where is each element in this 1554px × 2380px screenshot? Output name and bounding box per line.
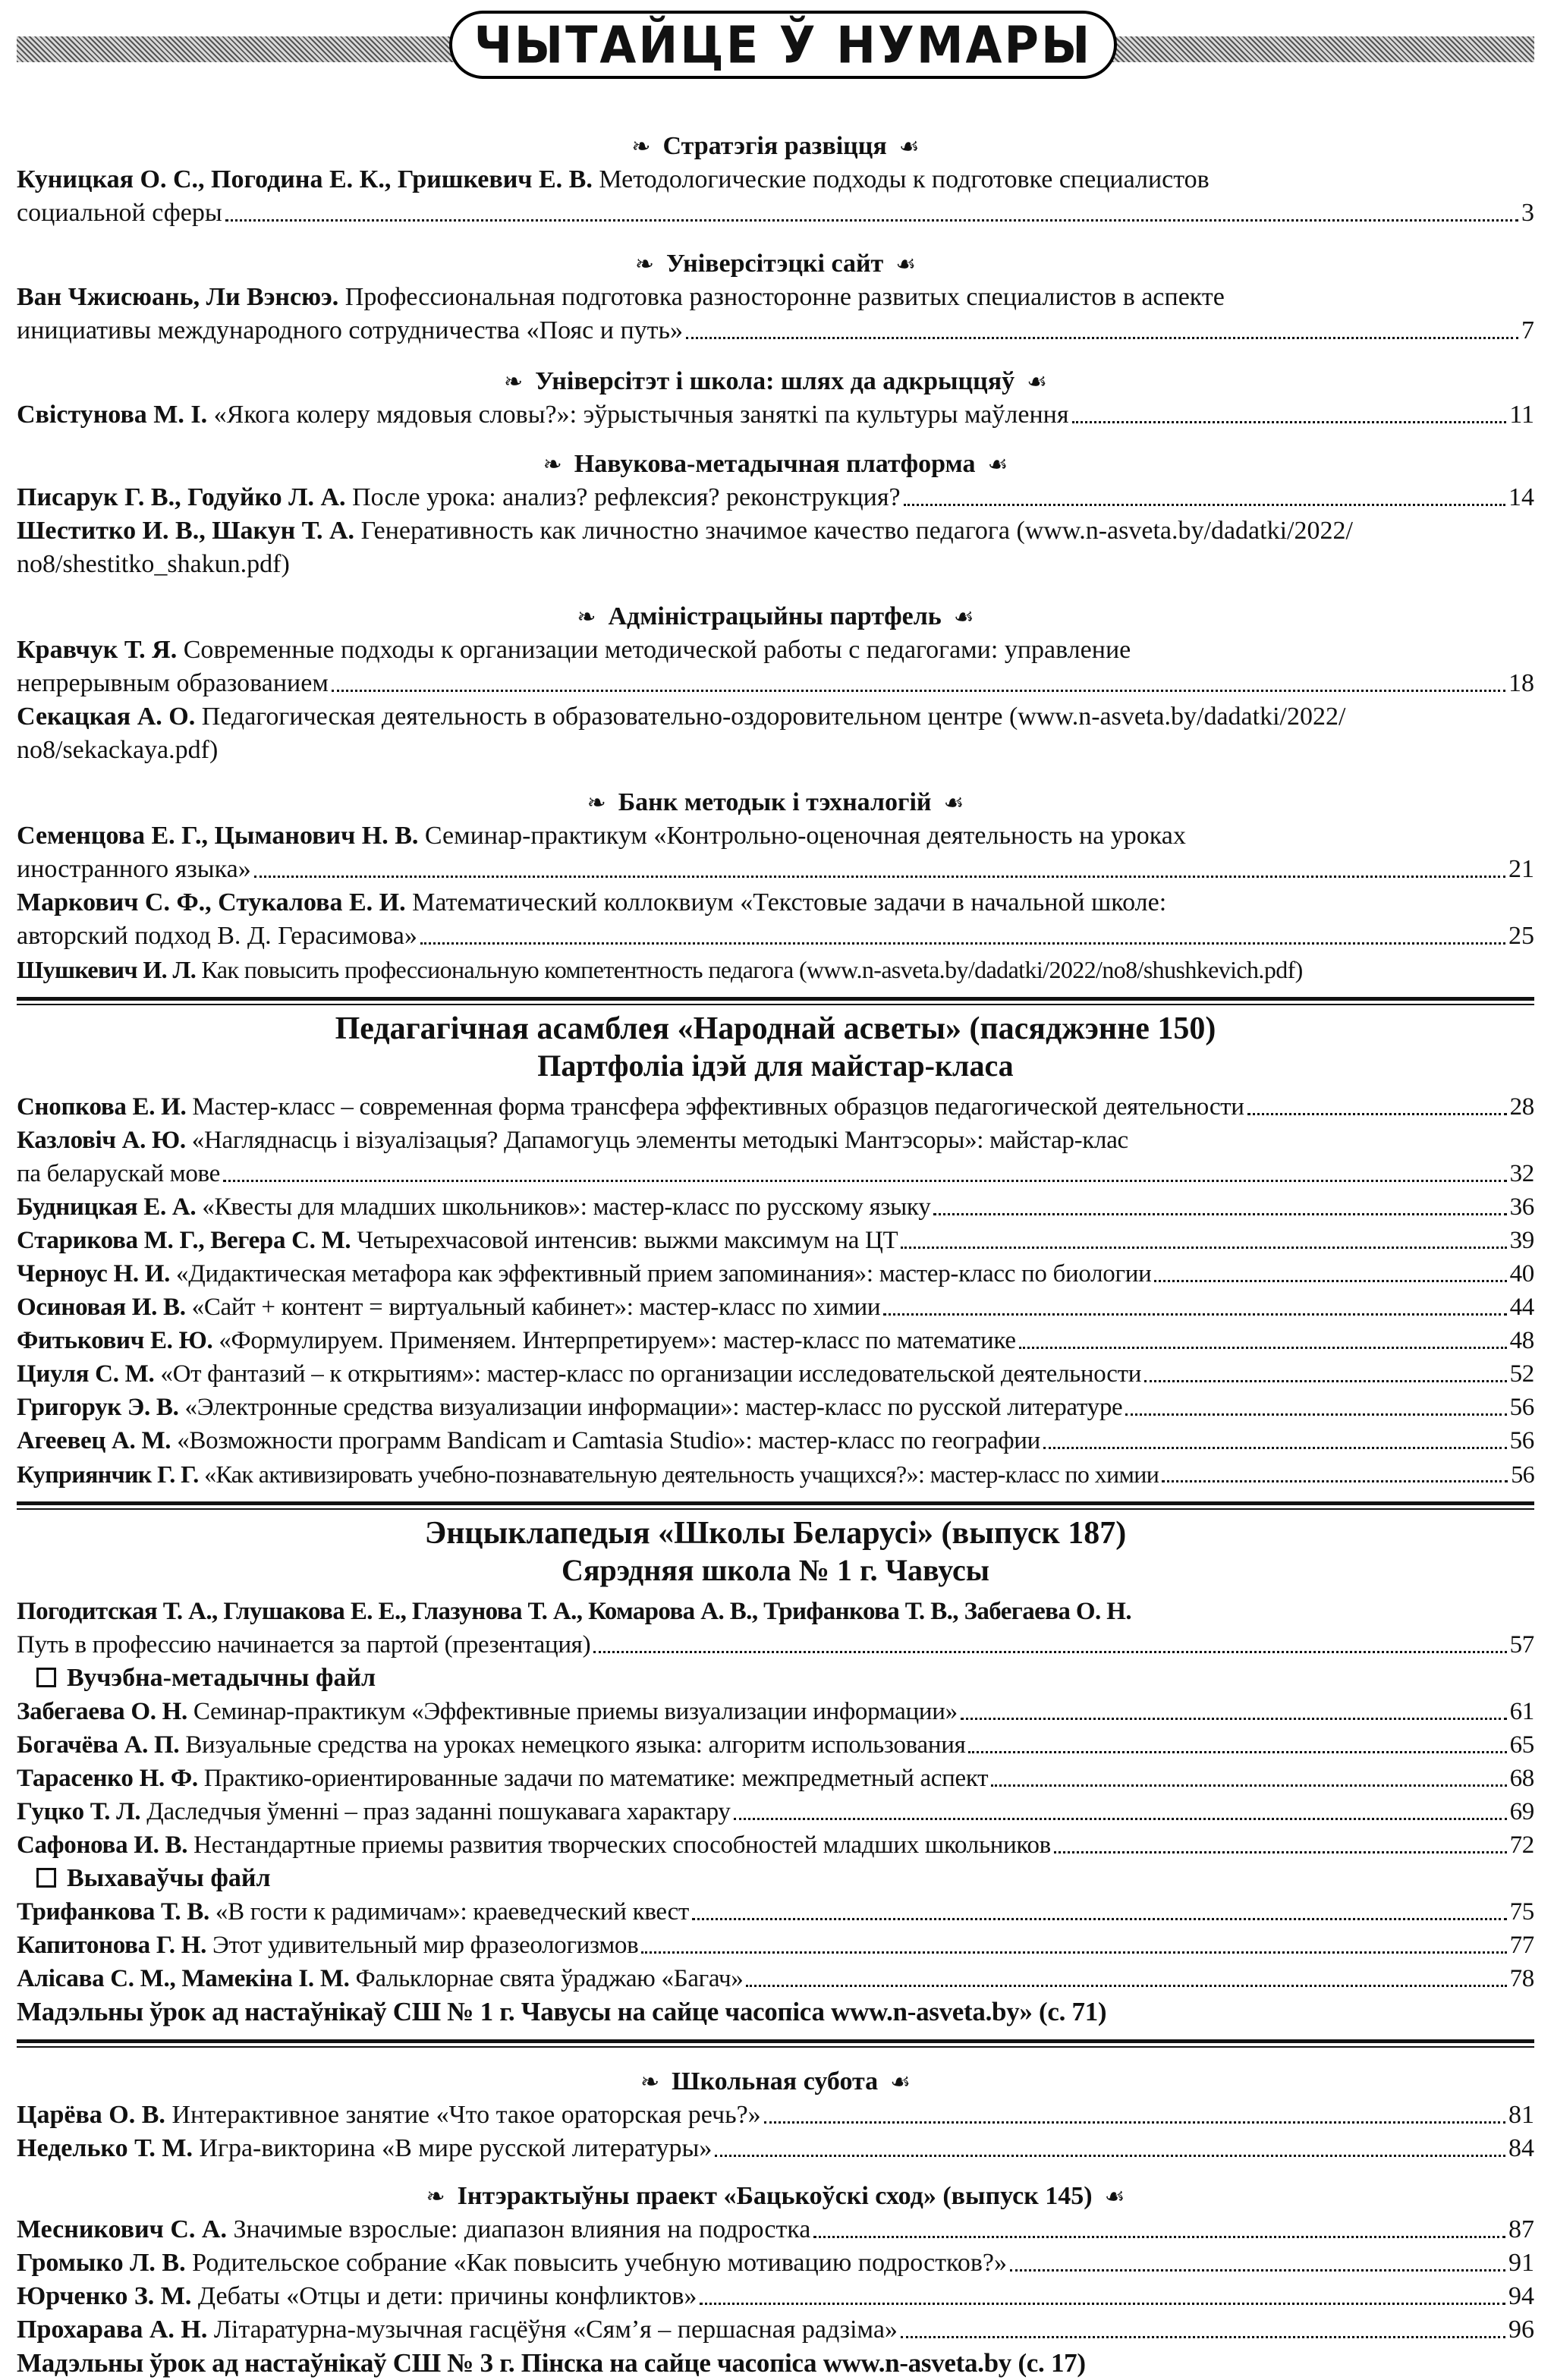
page-number: 18 bbox=[1508, 669, 1534, 697]
leader-dots bbox=[420, 942, 1505, 945]
leader-dots bbox=[883, 1313, 1506, 1316]
page-number: 32 bbox=[1509, 1160, 1534, 1187]
model-lesson-note[interactable]: Мадэльны ўрок ад настаўнікаў СШ № 3 г. Пінска на сайце часопіса www.n-asveta.by (с. 17) bbox=[17, 2348, 1086, 2378]
checkbox-square-icon bbox=[36, 1668, 56, 1687]
toc-entry[interactable]: Писарук Г. В., Годуйко Л. А. После урока: анализ? рефлексия? реконструкция? 14 bbox=[17, 481, 1534, 514]
section-scientific-platform bbox=[17, 448, 1534, 581]
section-divider bbox=[17, 1501, 1534, 1505]
toc-entry-online[interactable]: Секацкая А. О. Педагогическая деятельность в образовательно-оздоровительном центре (www.n-asveta.by/dadatki/2022/ no8/sekackaya.pdf) bbox=[17, 703, 1346, 764]
leaf-ornament-icon: ☙ bbox=[898, 134, 920, 159]
section-heading: ❧ Універсітэцкі сайт ☙ bbox=[17, 248, 1534, 281]
leader-dots bbox=[1125, 1413, 1506, 1416]
page-number: 36 bbox=[1509, 1193, 1534, 1221]
section-heading: ❧ Навукова-метадычная платформа ☙ bbox=[17, 448, 1534, 481]
toc-entry[interactable]: Циуля С. М. «От фантазий – к открытиям»: мастер-класс по организации исследовательской деятельности 52 bbox=[17, 1357, 1534, 1391]
page-number: 56 bbox=[1511, 1460, 1534, 1488]
toc-entry[interactable]: Прохарава А. Н. Літаратурна-музычная гасцёўня «Сям’я – першасная радзіма» 96 bbox=[17, 2313, 1534, 2347]
section-title: Педагагічная асамблея «Народнай асветы» (пасяджэнне 150) bbox=[335, 1011, 1216, 1046]
leader-dots bbox=[1162, 1480, 1508, 1482]
page-number: 56 bbox=[1509, 1394, 1534, 1421]
toc-entry[interactable]: Юрченко З. М. Дебаты «Отцы и дети: причины конфликтов» 94 bbox=[17, 2280, 1534, 2313]
section-heading: ❧ Школьная субота ☙ bbox=[17, 2066, 1534, 2099]
leader-dots bbox=[764, 2121, 1505, 2124]
leaf-ornament-icon: ☙ bbox=[1027, 369, 1048, 395]
section-university-site bbox=[17, 248, 1534, 347]
page-number: 77 bbox=[1509, 1932, 1534, 1959]
page-number: 52 bbox=[1509, 1360, 1534, 1388]
section-subtitle: Партфоліа ідэй для майстар-класа bbox=[537, 1049, 1014, 1083]
page-number: 57 bbox=[1509, 1631, 1534, 1658]
page-number: 72 bbox=[1509, 1831, 1534, 1859]
toc-entry[interactable]: Осиновая И. В. «Сайт + контент = виртуальный кабинет»: мастер-класс по химии 44 bbox=[17, 1291, 1534, 1324]
page-number: 14 bbox=[1508, 483, 1534, 511]
leaf-ornament-icon: ❧ bbox=[640, 2070, 660, 2095]
leader-dots bbox=[901, 1247, 1506, 1249]
page-number: 44 bbox=[1509, 1294, 1534, 1321]
leader-dots bbox=[641, 1951, 1506, 1954]
leaf-ornament-icon: ❧ bbox=[543, 452, 562, 477]
toc-entry-online[interactable]: Шеститко И. В., Шакун Т. А. Генеративность как личностно значимое качество педагога (www.n-asveta.by/dadatki/2022/ no8/shestitko_shakun.pdf) bbox=[17, 517, 1353, 578]
leader-dots bbox=[968, 1751, 1506, 1753]
toc-entry[interactable]: Трифанкова Т. В. «В гости к радимичам»: краеведческий квест 75 bbox=[17, 1895, 1534, 1929]
page-number: 96 bbox=[1508, 2316, 1534, 2344]
leaf-ornament-icon: ❧ bbox=[631, 134, 651, 159]
section-encyclopedia bbox=[17, 1514, 1534, 2029]
toc-entry[interactable]: Кравчук Т. Я. Современные подходы к организации методической работы с педагогами: управление непрерывным образованием 18 bbox=[17, 634, 1534, 700]
toc-entry[interactable]: Ван Чжисюань, Ли Вэнсюэ. Профессиональная подготовка разносторонне развитых специалистов в аспекте инициативы международного сотрудничества «Пояс и путь» 7 bbox=[17, 281, 1534, 347]
toc-entry[interactable]: Казловіч А. Ю. «Нагляднасць і візуалізацыя? Дапамогуць элементы методыкі Мантэсоры»: майстар-клас па беларускай мове 32 bbox=[17, 1124, 1534, 1190]
leaf-ornament-icon: ☙ bbox=[943, 791, 964, 816]
toc-entry[interactable]: Куницкая О. С., Погодина Е. К., Гришкевич Е. В. Методологические подходы к подготовке специалистов социальной сферы 3 bbox=[17, 163, 1534, 230]
page-number: 25 bbox=[1508, 922, 1534, 950]
header-banner bbox=[17, 8, 1534, 85]
toc-entry[interactable]: Царёва О. В. Интерактивное занятие «Что такое ораторская речь?» 81 bbox=[17, 2099, 1534, 2132]
section-heading: ❧ Універсітэт і школа: шлях да адкрыццяў ☙ bbox=[17, 366, 1534, 398]
assembly-list bbox=[17, 1090, 1534, 1491]
section-school-saturday bbox=[17, 2066, 1534, 2165]
section-heading: ❧ Інтэрактыўны праект «Бацькоўскі сход» (выпуск 145) ☙ bbox=[17, 2180, 1534, 2213]
leaf-ornament-icon: ☙ bbox=[1104, 2184, 1125, 2209]
leaf-ornament-icon: ❧ bbox=[587, 791, 606, 816]
page-number: 81 bbox=[1508, 2101, 1534, 2129]
toc-entry[interactable]: Свістунова М. І. «Якога колеру мядовыя словы?»: эўрыстычныя заняткі па культуры маўлення 11 bbox=[17, 398, 1534, 432]
section-heading: ❧ Банк методык і тэхналогій ☙ bbox=[17, 787, 1534, 819]
leader-dots bbox=[1247, 1113, 1507, 1115]
section-title: Энцыклапедыя «Школы Беларусі» (выпуск 187) bbox=[424, 1516, 1127, 1551]
section-divider bbox=[17, 2039, 1534, 2043]
page-number: 21 bbox=[1508, 855, 1534, 883]
leader-dots bbox=[961, 1718, 1507, 1720]
toc-entry[interactable]: Гуцко Т. Л. Даследчыя ўменні – праз заданні пошукавага характару 69 bbox=[17, 1795, 1534, 1828]
toc-entry[interactable]: Фитькович Е. Ю. «Формулируем. Применяем. Интерпретируем»: мастер-класс по математике 48 bbox=[17, 1324, 1534, 1357]
leader-dots bbox=[1043, 1447, 1507, 1449]
leader-dots bbox=[991, 1784, 1506, 1787]
leader-dots bbox=[746, 1985, 1506, 1987]
section-parents-meeting bbox=[17, 2180, 1534, 2380]
leaf-ornament-icon: ☙ bbox=[890, 2070, 911, 2095]
leaf-ornament-icon: ☙ bbox=[953, 605, 974, 630]
leader-dots bbox=[223, 1180, 1507, 1182]
section-university-school bbox=[17, 366, 1534, 432]
page-number: 78 bbox=[1509, 1965, 1534, 1992]
model-lesson-note[interactable]: Мадэльны ўрок ад настаўнікаў СШ № 1 г. Чавусы на сайце часопіса www.n-asveta.by» (с. 71) bbox=[17, 1997, 1107, 2026]
toc-entry[interactable]: Громыко Л. В. Родительское собрание «Как повысить учебную мотивацию подростков?» 91 bbox=[17, 2246, 1534, 2280]
leader-dots bbox=[1019, 1347, 1507, 1349]
toc-entry[interactable]: Погодитская Т. А., Глушакова Е. Е., Глазунова Т. А., Комарова А. В., Трифанкова Т. В., Забегаева О. Н. Путь в профессию начинается за партой (презентация) 57 bbox=[17, 1595, 1534, 1662]
section-methods-bank bbox=[17, 787, 1534, 986]
leader-dots bbox=[686, 337, 1518, 339]
section-subtitle: Сярэдняя школа № 1 г. Чавусы bbox=[562, 1553, 989, 1587]
leader-dots bbox=[1072, 421, 1507, 423]
section-heading: ❧ Стратэгія развіцця ☙ bbox=[17, 130, 1534, 163]
page-number: 61 bbox=[1509, 1698, 1534, 1725]
checkbox-square-icon bbox=[36, 1868, 56, 1888]
banner-hatch-left bbox=[17, 36, 472, 62]
toc-entry[interactable]: Старикова М. Г., Вегера С. М. Четырехчасовой интенсив: выжми максимум на ЦТ 39 bbox=[17, 1224, 1534, 1257]
toc-entry[interactable]: Черноус Н. И. «Дидактическая метафора как эффективный прием запоминания»: мастер-класс по биологии 40 bbox=[17, 1257, 1534, 1291]
leader-dots bbox=[332, 690, 1505, 692]
leader-dots bbox=[692, 1918, 1507, 1920]
page-number: 75 bbox=[1509, 1898, 1534, 1926]
page-number: 40 bbox=[1509, 1260, 1534, 1287]
encyclopedia-list bbox=[17, 1595, 1534, 2029]
leader-dots bbox=[901, 2336, 1505, 2338]
page-number: 3 bbox=[1521, 199, 1534, 227]
toc-entry-online[interactable]: Шушкевич И. Л. Как повысить профессиональную компетентность педагога (www.n-asveta.by/dadatki/2022/no8/shushkevich.pdf) bbox=[17, 956, 1303, 983]
section-divider bbox=[17, 997, 1534, 1001]
section-heading: ❧ Адміністрацыйны партфель ☙ bbox=[17, 601, 1534, 634]
leaf-ornament-icon: ☙ bbox=[895, 252, 917, 277]
leader-dots bbox=[593, 1651, 1506, 1653]
toc-entry[interactable]: Неделько Т. М. Игра-викторина «В мире русской литературы» 84 bbox=[17, 2132, 1534, 2165]
page-number: 87 bbox=[1508, 2215, 1534, 2243]
leader-dots bbox=[734, 1818, 1507, 1820]
toc-entry[interactable]: Тарасенко Н. Ф. Практико-ориентированные задачи по математике: межпредметный аспект 68 bbox=[17, 1762, 1534, 1795]
page-number: 91 bbox=[1508, 2249, 1534, 2277]
contents-page bbox=[17, 0, 1534, 2380]
leaf-ornament-icon: ❧ bbox=[503, 369, 524, 395]
toc-entry[interactable]: Куприянчик Г. Г. «Как активизировать учебно-познавательную деятельность учащихся?»: мастер-класс по химии 56 bbox=[17, 1457, 1534, 1491]
leader-dots bbox=[225, 219, 1518, 222]
leaf-ornament-icon: ❧ bbox=[577, 605, 596, 630]
leader-dots bbox=[933, 1213, 1506, 1215]
toc-entry[interactable]: Капитонова Г. Н. Этот удивительный мир фразеологизмов 77 bbox=[17, 1929, 1534, 1962]
page-number: 56 bbox=[1509, 1427, 1534, 1454]
leader-dots bbox=[254, 876, 1505, 878]
toc-entry[interactable]: Алісава С. М., Мамекіна І. М. Фальклорнае свята ўраджаю «Багач» 78 bbox=[17, 1962, 1534, 1995]
leaf-ornament-icon: ❧ bbox=[426, 2184, 445, 2209]
leader-dots bbox=[700, 2303, 1505, 2305]
page-number: 65 bbox=[1509, 1731, 1534, 1759]
leader-dots bbox=[1154, 1280, 1506, 1282]
leader-dots bbox=[1010, 2269, 1505, 2272]
page-number: 11 bbox=[1509, 401, 1534, 429]
toc-entry[interactable]: Богачёва А. П. Визуальные средства на уроках немецкого языка: алгоритм использования 65 bbox=[17, 1728, 1534, 1762]
toc-entry[interactable]: Агеевец А. М. «Возможности программ Bandicam и Camtasia Studio»: мастер-класс по географии 56 bbox=[17, 1424, 1534, 1457]
toc-entry[interactable]: Снопкова Е. И. Мастер-класс – современная форма трансфера эффективных образцов педагогической деятельности 28 bbox=[17, 1090, 1534, 1124]
toc-entry[interactable]: Григорук Э. В. «Электронные средства визуализации информации»: мастер-класс по русской литературе 56 bbox=[17, 1391, 1534, 1424]
banner-hatch-right bbox=[1102, 36, 1534, 62]
page-number: 69 bbox=[1509, 1798, 1534, 1825]
toc-entry[interactable]: Семенцова Е. Г., Цыманович Н. В. Семинар-практикум «Контрольно-оценочная деятельность на уроках иностранного языка» 21 bbox=[17, 819, 1534, 886]
leader-dots bbox=[904, 504, 1505, 506]
leaf-ornament-icon: ❧ bbox=[634, 252, 654, 277]
section-strategy bbox=[17, 130, 1534, 230]
file-subheading: Выхаваўчы файл bbox=[17, 1862, 1534, 1895]
leaf-ornament-icon: ☙ bbox=[987, 452, 1008, 477]
section-admin-portfolio bbox=[17, 601, 1534, 767]
toc-entry[interactable]: Маркович С. Ф., Стукалова Е. И. Математический коллоквиум «Текстовые задачи в начальной школе: авторский подход В. Д. Герасимова» 25 bbox=[17, 886, 1534, 953]
page-number: 84 bbox=[1508, 2134, 1534, 2162]
banner-title-box bbox=[449, 11, 1117, 79]
page-number: 39 bbox=[1509, 1227, 1534, 1254]
section-assembly bbox=[17, 1010, 1534, 1491]
page-number: 94 bbox=[1508, 2282, 1534, 2310]
page-number: 7 bbox=[1521, 316, 1534, 344]
leader-dots bbox=[715, 2155, 1505, 2157]
toc-entry[interactable]: Забегаева О. Н. Семинар-практикум «Эффективные приемы визуализации информации» 61 bbox=[17, 1695, 1534, 1728]
leader-dots bbox=[813, 2236, 1505, 2238]
leader-dots bbox=[1144, 1380, 1506, 1382]
leader-dots bbox=[1054, 1851, 1507, 1853]
page-title: ЧЫТАЙЦЕ Ў НУМАРЫ bbox=[473, 14, 1093, 75]
page-number: 68 bbox=[1509, 1765, 1534, 1792]
file-subheading: Вучэбна-метадычны файл bbox=[17, 1662, 1534, 1695]
toc-entry[interactable]: Будницкая Е. А. «Квесты для младших школьников»: мастер-класс по русскому языку 36 bbox=[17, 1190, 1534, 1224]
page-number: 48 bbox=[1509, 1327, 1534, 1354]
toc-entry[interactable]: Месникович С. А. Значимые взрослые: диапазон влияния на подростка 87 bbox=[17, 2213, 1534, 2246]
toc-entry[interactable]: Сафонова И. В. Нестандартные приемы развития творческих способностей младших школьников 72 bbox=[17, 1828, 1534, 1862]
page-number: 28 bbox=[1509, 1093, 1534, 1121]
